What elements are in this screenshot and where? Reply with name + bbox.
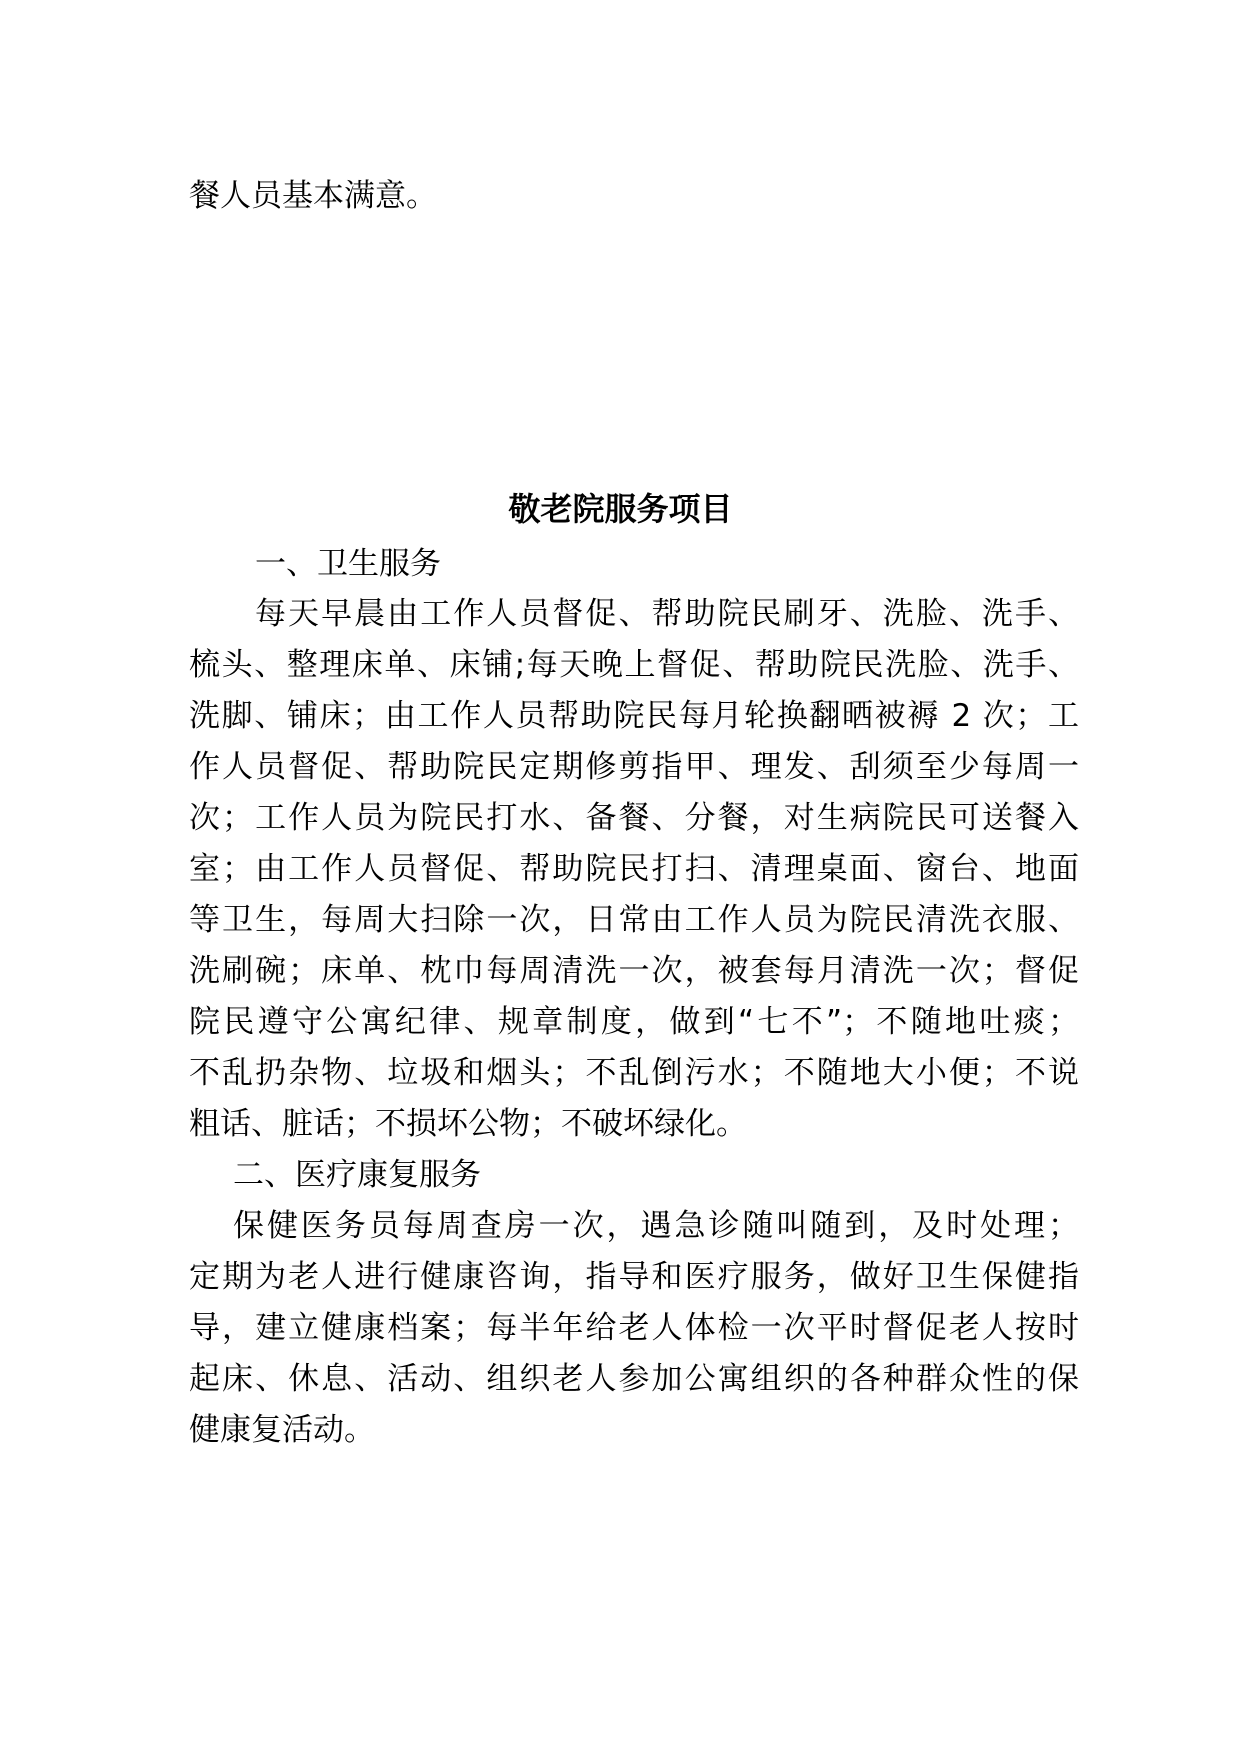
- paragraph-line: 洗刷碗；床单、枕巾每周清洗一次，被套每月清洗一次；督促: [189, 953, 1079, 989]
- paragraph-line: 导，建立健康档案；每半年给老人体检一次平时督促老人按时: [189, 1310, 1079, 1346]
- section-heading-medical: 二、医疗康复服务: [233, 1157, 481, 1193]
- paragraph-line: 院民遵守公寓纪律、规章制度，做到“七不”；不随地吐痰；: [189, 1004, 1079, 1040]
- paragraph-line: 室；由工作人员督促、帮助院民打扫、清理桌面、窗台、地面: [189, 851, 1079, 887]
- paragraph-line: 保健医务员每周查房一次，遇急诊随叫随到，及时处理；: [233, 1208, 1079, 1244]
- paragraph-line: 等卫生，每周大扫除一次，日常由工作人员为院民清洗衣服、: [189, 902, 1079, 938]
- document-title: 敬老院服务项目: [508, 490, 733, 528]
- paragraph-line: 定期为老人进行健康咨询，指导和医疗服务，做好卫生保健指: [189, 1259, 1079, 1295]
- previous-paragraph-tail: 餐人员基本满意。: [189, 178, 437, 214]
- paragraph-line: 每天早晨由工作人员督促、帮助院民刷牙、洗脸、洗手、: [255, 596, 1079, 632]
- paragraph-line: 粗话、脏话；不损坏公物；不破坏绿化。: [189, 1106, 747, 1142]
- paragraph-line: 健康复活动。: [189, 1412, 375, 1448]
- paragraph-line: 梳头、整理床单、床铺;每天晚上督促、帮助院民洗脸、洗手、: [189, 647, 1079, 683]
- paragraph-line: 作人员督促、帮助院民定期修剪指甲、理发、刮须至少每周一: [189, 749, 1079, 785]
- paragraph-line: 起床、休息、活动、组织老人参加公寓组织的各种群众性的保: [189, 1361, 1079, 1397]
- paragraph-line: 次；工作人员为院民打水、备餐、分餐，对生病院民可送餐入: [189, 800, 1079, 836]
- paragraph-line: 不乱扔杂物、垃圾和烟头；不乱倒污水；不随地大小便；不说: [189, 1055, 1079, 1091]
- paragraph-line: 洗脚、铺床；由工作人员帮助院民每月轮换翻晒被褥 2 次；工: [189, 698, 1079, 734]
- section-heading-hygiene: 一、卫生服务: [255, 546, 441, 582]
